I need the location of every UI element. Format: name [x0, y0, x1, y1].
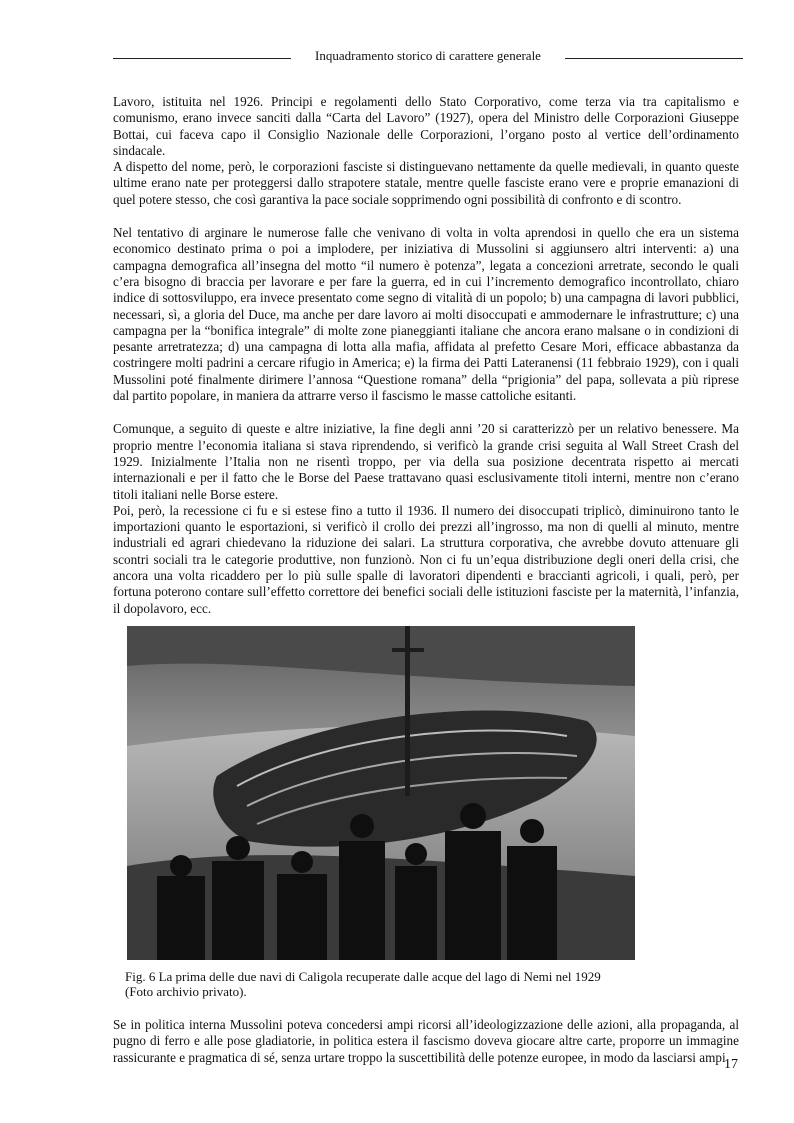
header-rule-right [565, 58, 743, 59]
page-body [113, 94, 739, 1066]
running-header [113, 48, 743, 66]
ship-photo [127, 626, 635, 960]
figure-caption [125, 969, 739, 1000]
paragraph: A dispetto del nome, però, le corporazioni fasciste si distinguevano nettamente da quelle medievali, in quanto queste ultime erano nate per proteggersi dallo strapotere statale, mentre quelle fasciste erano vere e proprie emanazioni di quel potere stesso, che così garantiva la pace sociale sopprimendo ogni possibilità di confronto e di scontro. [113, 159, 739, 207]
page-number: 17 [724, 1057, 738, 1072]
paragraph: Nel tentativo di arginare le numerose falle che venivano di volta in volta aprendosi in quello che era un sistema economico destinato prima o poi a implodere, per iniziativa di Mussolini si aggiunsero altri interventi: a) una campagna demografica all’insegna del motto “il numero è potenza”, legata a concezioni arretrate, secondo le quali c’era bisogno di braccia per lavorare e per fare la guerra, ed in cui l’incremento demografico incontrollato, chiaro indice di sottosviluppo, era invece presentato come segno di vitalità di un popolo; b) una campagna di lavori pubblici, necessari, sì, a gloria del Duce, ma anche per dare lavoro ai molti disoccupati e ammodernare le infrastrutture; c) una campagna per la “bonifica integrale” di molte zone pianeggianti italiane che ancora erano malsane o in condizioni di pesante arretratezza; d) una campagna di lotta alla mafia, affidata al prefetto Cesare Mori, efficace abbastanza da costringere molti padrini a cercare rifugio in America; e) la firma dei Patti Lateranensi (11 febbraio 1929), con i quali Mussolini poté finalmente dirimere l’annosa “Questione romana” della “prigionia” del papa, sollevata a più riprese dal partito popolare, in maniera da attrarre verso il fascismo le masse cattoliche esitanti. [113, 225, 739, 404]
paragraph: Comunque, a seguito di queste e altre iniziative, la fine degli anni ’20 si caratterizzò per un relativo benessere. Ma proprio mentre l’economia italiana si stava riprendendo, si verificò la grande crisi seguita al Wall Street Crash del 1929. Inizialmente l’Italia non ne risentì troppo, per via della sua posizione decentrata rispetto ai mercati internazionali e per il fatto che le Borse del Paese trattavano quasi esclusivamente titoli interni, mentre non c’erano titoli italiani nelle Borse estere. [113, 421, 739, 502]
paragraph: Poi, però, la recessione ci fu e si estese fino a tutto il 1936. Il numero dei disoccupati triplicò, diminuirono tanto le importazioni quanto le esportazioni, si verificò il crollo dei prezzi all’ingrosso, ma non di quelli al minuto, mentre industriali ed agrari chiedevano la riduzione dei salari. La struttura corporativa, che avrebbe dovuto attenuare gli scontri sociali tra le categorie produttive, non funzionò. Non ci fu un’equa distribuzione degli oneri della crisi, che ancora una volta ricaddero per lo più sulle spalle di lavoratori dipendenti e braccianti agricoli, i quali, però, per fortuna poterono contare sull’effetto correttore dei benefici sociali delle istituzioni fasciste per la maternità, l’infanzia, il dopolavoro, ecc. [113, 502, 739, 616]
header-title: Inquadramento storico di carattere generale [315, 48, 541, 63]
caption-line: (Foto archivio privato). [125, 984, 247, 1000]
caption-line: Fig. 6 La prima delle due navi di Caligola recuperate dalle acque del lago di Nemi nel 1929 [125, 968, 601, 984]
paragraph: Lavoro, istituita nel 1926. Principi e regolamenti dello Stato Corporativo, come terza via tra capitalismo e comunismo, erano invece sanciti dalla “Carta del Lavoro” (1927), opera del Ministro delle Corporazioni Giuseppe Bottai, cui faceva capo il Consiglio Nazionale delle Corporazioni, l’organo posto al vertice dell’ordinamento sindacale. [113, 94, 739, 158]
paragraph: Se in politica interna Mussolini poteva concedersi ampi ricorsi all’ideologizzazione delle azioni, alla propaganda, al pugno di ferro e alle pose gladiatorie, in politica estera il fascismo doveva giocare altre carte, proporre un immagine rassicurante e pragmatica di sé, senza urtare troppo la suscettibilità delle potenze europee, in modo da lasciarsi ampi [113, 1016, 739, 1065]
